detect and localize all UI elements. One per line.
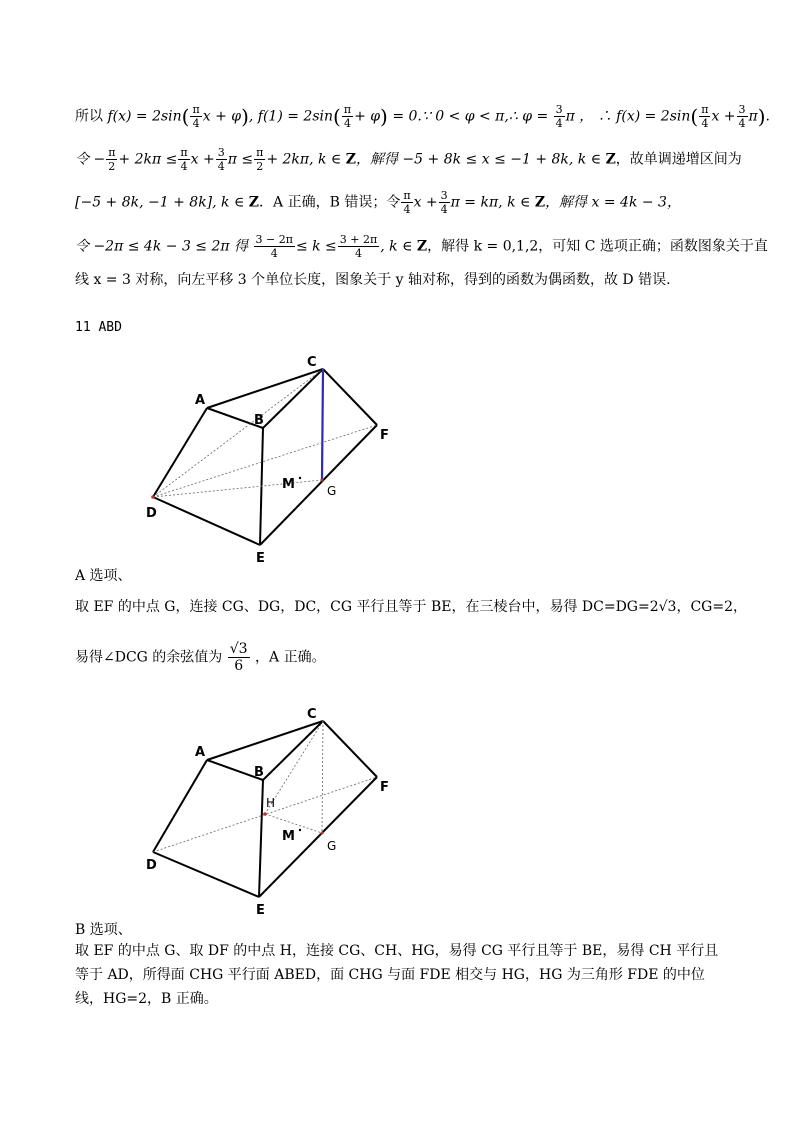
frustum-figure-2 xyxy=(140,700,400,920)
answer-label: 11 ABD xyxy=(75,320,122,335)
section-a-line-2: 易得∠DCG 的余弦值为 $\frac{√3}{6}$ ，A 正确。 xyxy=(75,641,326,674)
vertex-label-c: C xyxy=(307,707,317,722)
section-b-text: 取 EF 的中点 G、取 DF 的中点 H，连接 CG、CH、HG，易得 CG 平行且等于 BE，易得 CH 平行且等于 AD，所得面 CHG 平行面 ABED，面 CHG 与面 FDE 相交与 HG，HG 为三角形 FDE 的中位线，HG=2，B 正确。 xyxy=(75,943,719,1007)
vertex-label-d: D xyxy=(146,506,157,521)
section-b-title: B 选项、 xyxy=(75,922,132,938)
frustum-figure-1 xyxy=(140,350,400,565)
formula-line-5: 线 x = 3 对称，向左平移 3 个单位长度，图象关于 y 轴对称，得到的函数为偶函数，故 D 错误. xyxy=(75,272,671,288)
point-label-m: M xyxy=(282,477,295,492)
vertex-label-e: E xyxy=(256,903,265,918)
vertex-label-b: B xyxy=(254,765,264,780)
point-label-m: M xyxy=(282,829,295,844)
point-label-g: G xyxy=(327,484,337,498)
fraction: $\frac{\pi}{4}$ xyxy=(192,103,200,130)
vertex-label-e: E xyxy=(256,551,265,565)
formula-line-4: 令 −2π ≤ 4k − 3 ≤ 2π 得 $\frac{3 - 2\pi}{4}$ ≤ k ≤ $\frac{3 + 2\pi}{4}$ , k ∈ Z，解得 k = 0,1,2，可知 C 选项正确；函数图象关于直 xyxy=(75,233,768,260)
vertex-label-d: D xyxy=(146,858,157,873)
vertex-label-b: B xyxy=(254,413,264,428)
formula-line-1: 所以 f(x) = 2sin( $\frac{\pi}{4}$ x + φ), f(1) = 2sin( $\frac{\pi}{4}$ + φ) = 0.∵ 0 < φ < π,∴ φ = $\frac{3}{4}$ π ， ∴ f(x) = 2sin( $\frac{\pi}{4}$ x + $\frac{3}{4}$ π). xyxy=(75,103,770,130)
section-a-title: A 选项、 xyxy=(75,568,132,584)
point-label-g: G xyxy=(327,839,337,853)
section-a-line-1: 取 EF 的中点 G，连接 CG、DG，DC，CG 平行且等于 BE，在三棱台中，易得 DC=DG=2√3，CG=2， xyxy=(75,599,747,615)
vertex-label-c: C xyxy=(307,355,317,370)
vertex-label-f: F xyxy=(380,428,389,443)
vertex-label-a: A xyxy=(195,745,206,760)
vertex-label-a: A xyxy=(195,393,206,408)
vertex-label-f: F xyxy=(380,780,389,795)
formula-line-2: 令 − $\frac{\pi}{2}$ + 2kπ ≤ $\frac{\pi}{4}$ x + $\frac{3}{4}$ π ≤ $\frac{\pi}{2}$ + 2kπ, k ∈ Z，解得 −5 + 8k ≤ x ≤ −1 + 8k, k ∈ Z，故单调递增区间为 xyxy=(75,146,742,173)
formula-line-3: [−5 + 8k, −1 + 8k], k ∈ Z．A 正确，B 错误；令 $\frac{\pi}{4}$ x + $\frac{3}{4}$ π = kπ, k ∈ Z，解得 x = 4k − 3， xyxy=(75,189,681,216)
point-label-h: H xyxy=(266,796,276,810)
